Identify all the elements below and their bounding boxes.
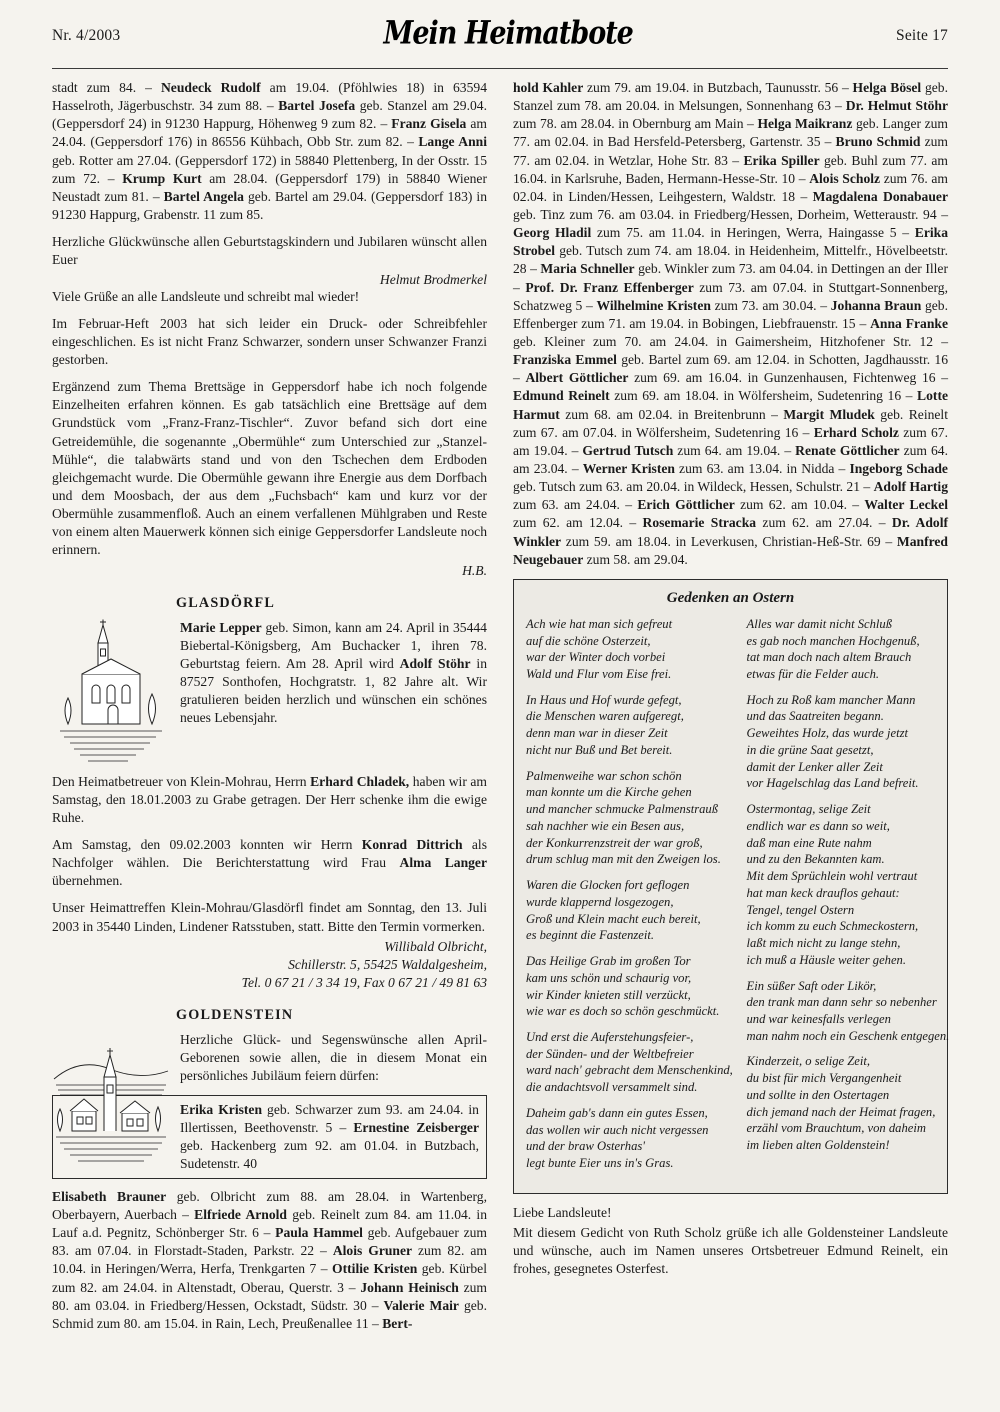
poem-line: Das Heilige Grab im großen Tor bbox=[526, 954, 691, 969]
right-column bbox=[513, 79, 948, 1342]
poem-line: Hoch zu Roß kam mancher Mann bbox=[746, 692, 916, 707]
goldenstein-intro: Herzliche Glück- und Segenswünsche allen April-Geborenen sowie allen, die in diesem Monat ein persönliches Jubiläum feiern dürfen: bbox=[180, 1032, 487, 1084]
poem-line: man nahm noch ein Geschenk entgegen. bbox=[746, 1028, 950, 1043]
poem-line: wurde klappernd losgezogen, bbox=[526, 894, 674, 909]
poem-stanza bbox=[747, 978, 950, 1045]
issue-number: Nr. 4/2003 bbox=[52, 27, 121, 44]
poem-line: das wollen wir auch nicht vergessen bbox=[526, 1122, 709, 1137]
poem-stanza bbox=[526, 692, 731, 759]
poem-line: und sollte in den Ostertagen bbox=[746, 1087, 890, 1102]
chapel-illustration bbox=[52, 619, 170, 769]
poem-line: Waren die Glocken fort geflogen bbox=[526, 878, 690, 893]
publication-title: Mein Heimatbote bbox=[383, 15, 633, 52]
poem-line: der Konkurrenzstreit der war groß, bbox=[526, 835, 703, 850]
poem-line: daß man eine Rute nahm bbox=[746, 835, 872, 850]
poem-line: ich komm zu euch Schmeckostern, bbox=[746, 919, 919, 934]
glasdoerfl-obituary: Den Heimatbetreuer von Klein-Mohrau, Herrn Erhard Chladek, haben wir am Samstag, den 18.01.2003 zu Grabe getragen. Der Herr schenke ihm die ewige Ruhe. bbox=[52, 773, 487, 825]
poem-line: Ein süßer Saft oder Likör, bbox=[746, 978, 877, 993]
page-number: Seite 17 bbox=[896, 27, 948, 44]
poem-stanza bbox=[526, 1105, 731, 1172]
poem-line: In Haus und Hof wurde gefegt, bbox=[526, 692, 682, 707]
wishes-signature: Helmut Brodmerkel bbox=[379, 272, 487, 288]
poem-line: die andachtsvoll versammelt sind. bbox=[526, 1080, 698, 1095]
poem-line: erzähl vom Brauchtum, von daheim bbox=[746, 1121, 926, 1136]
wishes-paragraph: Herzliche Glückwünsche allen Geburtstagskindern und Jubilaren wünscht allen Euer bbox=[52, 234, 487, 268]
poem-line: dich jemand nach der Heimat fragen, bbox=[746, 1104, 936, 1119]
poem-line: du bist für mich Vergangenheit bbox=[746, 1071, 902, 1086]
poem-line: damit der Lenker aller Zeit bbox=[746, 759, 883, 774]
poem-line: drum schlug man mit den Zweigen los. bbox=[526, 852, 721, 867]
goldenstein-highlight-box: Erika Kristen geb. Schwarzer zum 93. am 24.04. in Illertissen, Beethovenstr. 5 – Ernestine Zeisberger geb. Hackenberg zum 92. am 01.04. in Butzbach, Sudetenstr. 40 bbox=[52, 1095, 487, 1179]
poem-line: und der braw Osterhas' bbox=[526, 1139, 645, 1154]
mill-article-signature: H.B. bbox=[462, 562, 487, 578]
glasdoerfl-birthdays: Marie Lepper geb. Simon, kann am 24. April in 35444 Biebertal-Königsberg, Am Buchacker 1, ihren 78. Geburtstag feiern. Am 28. April wird Adolf Stöhr in 87527 Sonthofen, Hochgratstr. 1, 82 Jahre alt. Wir gratulieren beiden herzlich und wünschen ein schönes neues Lebensjahr. bbox=[180, 619, 487, 726]
poem-line: Und erst die Auferstehungsfeier-, bbox=[526, 1029, 694, 1044]
body-columns bbox=[0, 69, 1000, 1342]
glasdoerfl-meeting: Unser Heimattreffen Klein-Mohrau/Glasdörfl findet am Sonntag, den 13. Juli 2003 in 35440 Linden, Lindener Ratsstuben, statt. Bitte den Termin vormerken. bbox=[52, 900, 487, 934]
poem-box bbox=[513, 579, 948, 1194]
birthday-continuation: stadt zum 84. – Neudeck Rudolf am 19.04. (Pföhlwies 18) in 63594 Hasselroth, Jägerbuschstr. 34 zum 88. – Bartel Josefa geb. Stanzel am 29.04. (Geppersdorf 24) in 91230 Happurg, Höhenweg 9 zum 82. – Franz Gisela am 24.04. (Geppersdorf 176) in 86556 Kühbach, Obb Str. zum 82. – Lange Anni geb. Rotter am 27.04. (Geppersdorf 172) in 58840 Plettenberg, In der Osstr. 15 zum 72. – Krump Kurt am 28.04. (Geppersdorf 179) in 58840 Wiener Neustadt zum 81. – Bartel Angela geb. Bartel am 29.04. (Geppersdorf 183) in 91230 Happurg, Grabenstr. 11 zum 85. bbox=[52, 80, 487, 222]
poem-stanza bbox=[526, 953, 731, 1020]
poem-column-right bbox=[747, 616, 950, 1181]
poem-line: Geweihtes Holz, das wurde jetzt bbox=[746, 726, 908, 741]
poem-line: kam uns schön und schaurig vor, bbox=[526, 970, 692, 985]
closing-text: Mit diesem Gedicht von Ruth Scholz grüße ich alle Goldensteiner Landsleute und wünsche, auch im Namen unseres Ortsbetreuer Edmund Reinelt, ein frohes, gesegnetes Osterfest. bbox=[513, 1225, 948, 1277]
poem-line: etwas für die Felder auch. bbox=[746, 667, 880, 682]
poem-line: und mancher schmucke Palmenstrauß bbox=[526, 802, 719, 817]
poem-line: und war keinesfalls verlegen bbox=[746, 1011, 891, 1026]
poem-line: es gab noch manchen Hochgenuß, bbox=[746, 633, 920, 648]
poem-column-left bbox=[526, 616, 731, 1181]
poem-stanza bbox=[526, 768, 731, 868]
poem-line: endlich war es dann so weit, bbox=[746, 818, 890, 833]
poem-line: Ach wie hat man sich gefreut bbox=[526, 616, 673, 631]
poem-line: ward nach' gebracht dem Menschenkind, bbox=[526, 1063, 733, 1078]
goldenstein-birthday-list: Elisabeth Brauner geb. Olbricht zum 88. am 28.04. in Wartenberg, Oberbayern, Auerbach – Elfriede Arnold geb. Reinelt zum 84. am 11.04. in Lauf a.d. Pegnitz, Schönberger Str. 6 – Paula Hammel geb. Aufgebauer zum 83. am 07.04. in Florstadt-Staden, Parkstr. 22 – Alois Gruner zum 82. am 10.04. in Heringen/Werra, Herfa, Trenkgarten 7 – Ottilie Kristen geb. Kürbel zum 82. am 24.04. in Altenstadt, Oberau, Querstr. 3 – Johann Heinisch zum 80. am 03.04. in Friedberg/Hessen, Ockstadt, Südstr. 30 – Valerie Mair geb. Schmid zum 80. am 15.04. in Rain, Lech, Preußenallee 11 – Bert- bbox=[52, 1188, 488, 1331]
village-church-illustration bbox=[52, 1033, 170, 1165]
poem-title: Gedenken an Ostern bbox=[666, 589, 795, 606]
poem-line: vor Hagelschlag das Land befreit. bbox=[746, 776, 919, 791]
poem-line: Ostermontag, selige Zeit bbox=[746, 802, 871, 817]
glasdoerfl-signature-name: Willibald Olbricht, bbox=[384, 938, 487, 954]
poem-line: nicht nur Buß und Bet bereit. bbox=[526, 742, 673, 757]
mill-article: Ergänzend zum Thema Brettsäge in Geppersdorf habe ich noch folgende Einzelheiten erfahren können. Es gab tatsächlich eine Brettsäge auf dem Grundstück vom „Franz-Franz-Tischler“. Zuvor befand sich dort eine Getreidemühle, die sogenannte „Obermühle“ zum Unterschied zur „Stanzel-Mühle“, die talabwärts stand und von den Tschechen dem Erdboden gleichgemacht wurde. Die Obermühle gewann ihre Energie aus dem Dorfbach und dem Moosbach, der aus dem „Fuchsbach“ kam und kurz vor der Obermühle zusammenfloß. Auch an einem verfallenen Mühlgraben und Reste von einem alten Mauerwerk können sich einige Geppersdorfer Landsleute noch erinnern. bbox=[52, 379, 487, 558]
poem-line: Wald und Flur vom Eise frei. bbox=[526, 667, 672, 682]
poem-stanza bbox=[526, 1029, 731, 1096]
poem-stanza bbox=[526, 877, 731, 944]
poem-line: auf die schöne Osterzeit, bbox=[526, 633, 651, 648]
poem-stanza bbox=[747, 692, 950, 792]
left-column bbox=[52, 79, 487, 1342]
closing-message bbox=[513, 1204, 948, 1279]
poem-stanza bbox=[747, 616, 950, 683]
poem-line: Daheim gab's dann ein gutes Essen, bbox=[526, 1105, 708, 1120]
glasdoerfl-signature-address: Schillerstr. 5, 55425 Waldalgesheim, bbox=[288, 956, 487, 972]
poem-line: im lieben alten Goldenstein! bbox=[746, 1138, 890, 1153]
poem-line: wir Kinder knieten still verzückt, bbox=[526, 987, 691, 1002]
wishes-tail: Viele Grüße an alle Landsleute und schreibt mal wieder! bbox=[52, 288, 360, 304]
poem-line: und zu den Bekannten kam. bbox=[746, 852, 885, 867]
poem-line: wie war es doch so schön geschmückt. bbox=[526, 1004, 720, 1019]
poem-line: Tengel, tengel Ostern bbox=[746, 902, 855, 917]
poem-line: und das Saatreiten begann. bbox=[746, 709, 884, 724]
poem-line: es beginnt die Fastenzeit. bbox=[526, 928, 655, 943]
section-heading-glasdoerfl: GLASDÖRFL bbox=[176, 594, 276, 611]
poem-line: denn man war in dieser Zeit bbox=[526, 726, 668, 741]
poem-line: war der Winter doch vorbei bbox=[526, 650, 666, 665]
poem-line: Groß und Klein macht euch bereit, bbox=[526, 911, 701, 926]
poem-line: den trank man dann sehr so nebenher bbox=[746, 995, 937, 1010]
poem-line: in die grüne Saat gesetzt, bbox=[746, 742, 874, 757]
poem-line: die Menschen waren aufgeregt, bbox=[526, 709, 684, 724]
masthead bbox=[0, 0, 1000, 62]
poem-line: Kinderzeit, o selige Zeit, bbox=[746, 1054, 870, 1069]
poem-line: man konnte um die Kirche gehen bbox=[526, 785, 692, 800]
poem-stanza bbox=[747, 1053, 950, 1153]
poem-line: laßt mich nicht zu lange stehn, bbox=[746, 936, 901, 951]
poem-line: Palmenweihe war schon schön bbox=[526, 768, 682, 783]
poem-line: tat man doch nach altem Brauch bbox=[746, 650, 912, 665]
goldenstein-birthday-list-continued: hold Kahler zum 79. am 19.04. in Butzbach, Taunusstr. 56 – Helga Bösel geb. Stanzel zum 78. am 20.04. in Melsungen, Sonnenhang 63 – Dr. Helmut Stöhr zum 78. am 28.04. in Obernburg am Main – Helga Maikranz geb. Langer zum 77. am 02.04. in Bad Hersfeld-Petersberg, Gartenstr. 35 – Bruno Schmid zum 77. am 02.04. in Wetzlar, Hohe Str. 83 – Erika Spiller geb. Buhl zum 77. am 16.04. in Karlsruhe, Baden, Hermann-Hesse-Str. 10 – Alois Scholz zum 76. am 02.04. in Linden/Hessen, Leihgestern, Waldstr. 18 – Magdalena Donabauer geb. Tinz zum 76. am 03.04. in Friedberg/Hessen, Dorheim, Wetteraustr. 94 – Georg Hladil zum 75. am 11.04. in Heringen, Werra, Haingasse 5 – Erika Strobel geb. Tutsch zum 74. am 18.04. in Heidenheim, Mittelfr., Hövelbeetstr. 28 – Maria Schneller geb. Winkler zum 73. am 04.04. in Dettingen an der Iller – Prof. Dr. Franz Effenberger zum 73. am 07.04. in Stuttgart-Sonnenberg, Schatzweg 5 – Wilhelmine Kristen zum 73. am 30.04. – Johanna Braun geb. Effenberger zum 71. am 19.04. in Bobingen, Liebfrauenstr. 15 – Anna Franke geb. Kleiner zum 70. am 24.04. in Gaimersheim, Hitzhofener Str. 12 – Franziska Emmel geb. Bartel zum 69. am 12.04. in Schotten, Jagdhausstr. 16 – Albert Göttlicher zum 69. am 16.04. in Gunzenhausen, Fichtenweg 16 – Edmund Reinelt zum 69. am 18.04. in Wölfersheim, Sudetenring 16 – Lotte Harmut zum 68. am 02.04. in Breitenbrunn – Margit Mludek geb. Reinelt zum 67. am 07.04. in Wölfersheim, Sudetenring 16 – Erhard Scholz zum 67. am 19.04. – Gertrud Tutsch zum 64. am 19.04. – Renate Göttlicher zum 64. am 23.04. – Werner Kristen zum 63. am 13.04. in Nidda – Ingeborg Schade geb. Tutsch zum 63. am 20.04. in Wildeck, Hessen, Schulstr. 21 – Adolf Hartig zum 63. am 24.04. – Erich Göttlicher zum 62. am 10.04. – Walter Leckel zum 62. am 12.04. – Rosemarie Stracka zum 62. am 27.04. – Dr. Adolf Winkler zum 59. am 18.04. in Leverkusen, Christian-Heß-Str. 69 – Manfred Neugebauer zum 58. am 29.04. bbox=[513, 80, 949, 567]
section-heading-goldenstein: GOLDENSTEIN bbox=[176, 1007, 294, 1024]
glasdoerfl-signature-phone: Tel. 0 67 21 / 3 34 19, Fax 0 67 21 / 49 81 63 bbox=[241, 975, 487, 991]
closing-greeting: Liebe Landsleute! bbox=[513, 1204, 612, 1220]
glasdoerfl-election: Am Samstag, den 09.02.2003 konnten wir Herrn Konrad Dittrich als Nachfolger wählen. Die Berichterstattung wird Frau Alma Langer übernehmen. bbox=[52, 837, 487, 889]
poem-line: hat man keck drauflos gehaut: bbox=[746, 885, 900, 900]
poem-line: sah nachher wie ein Besen aus, bbox=[526, 818, 685, 833]
poem-line: Alles war damit nicht Schluß bbox=[746, 616, 893, 631]
correction-note: Im Februar-Heft 2003 hat sich leider ein Druck- oder Schreibfehler eingeschlichen. Es ist nicht Franz Schwarzer, sondern unser Schwanzer Franzi gestorben. bbox=[52, 315, 487, 367]
poem-stanza bbox=[747, 801, 950, 968]
poem-line: der Sünden- und der Weltbefreier bbox=[526, 1046, 694, 1061]
poem-stanza bbox=[526, 616, 731, 683]
poem-line: Mit dem Sprüchlein wohl vertraut bbox=[746, 869, 918, 884]
poem-line: legt bunte Eier uns in's Gras. bbox=[526, 1156, 674, 1171]
poem-line: ich muß a Häusle weiter gehen. bbox=[746, 952, 906, 967]
